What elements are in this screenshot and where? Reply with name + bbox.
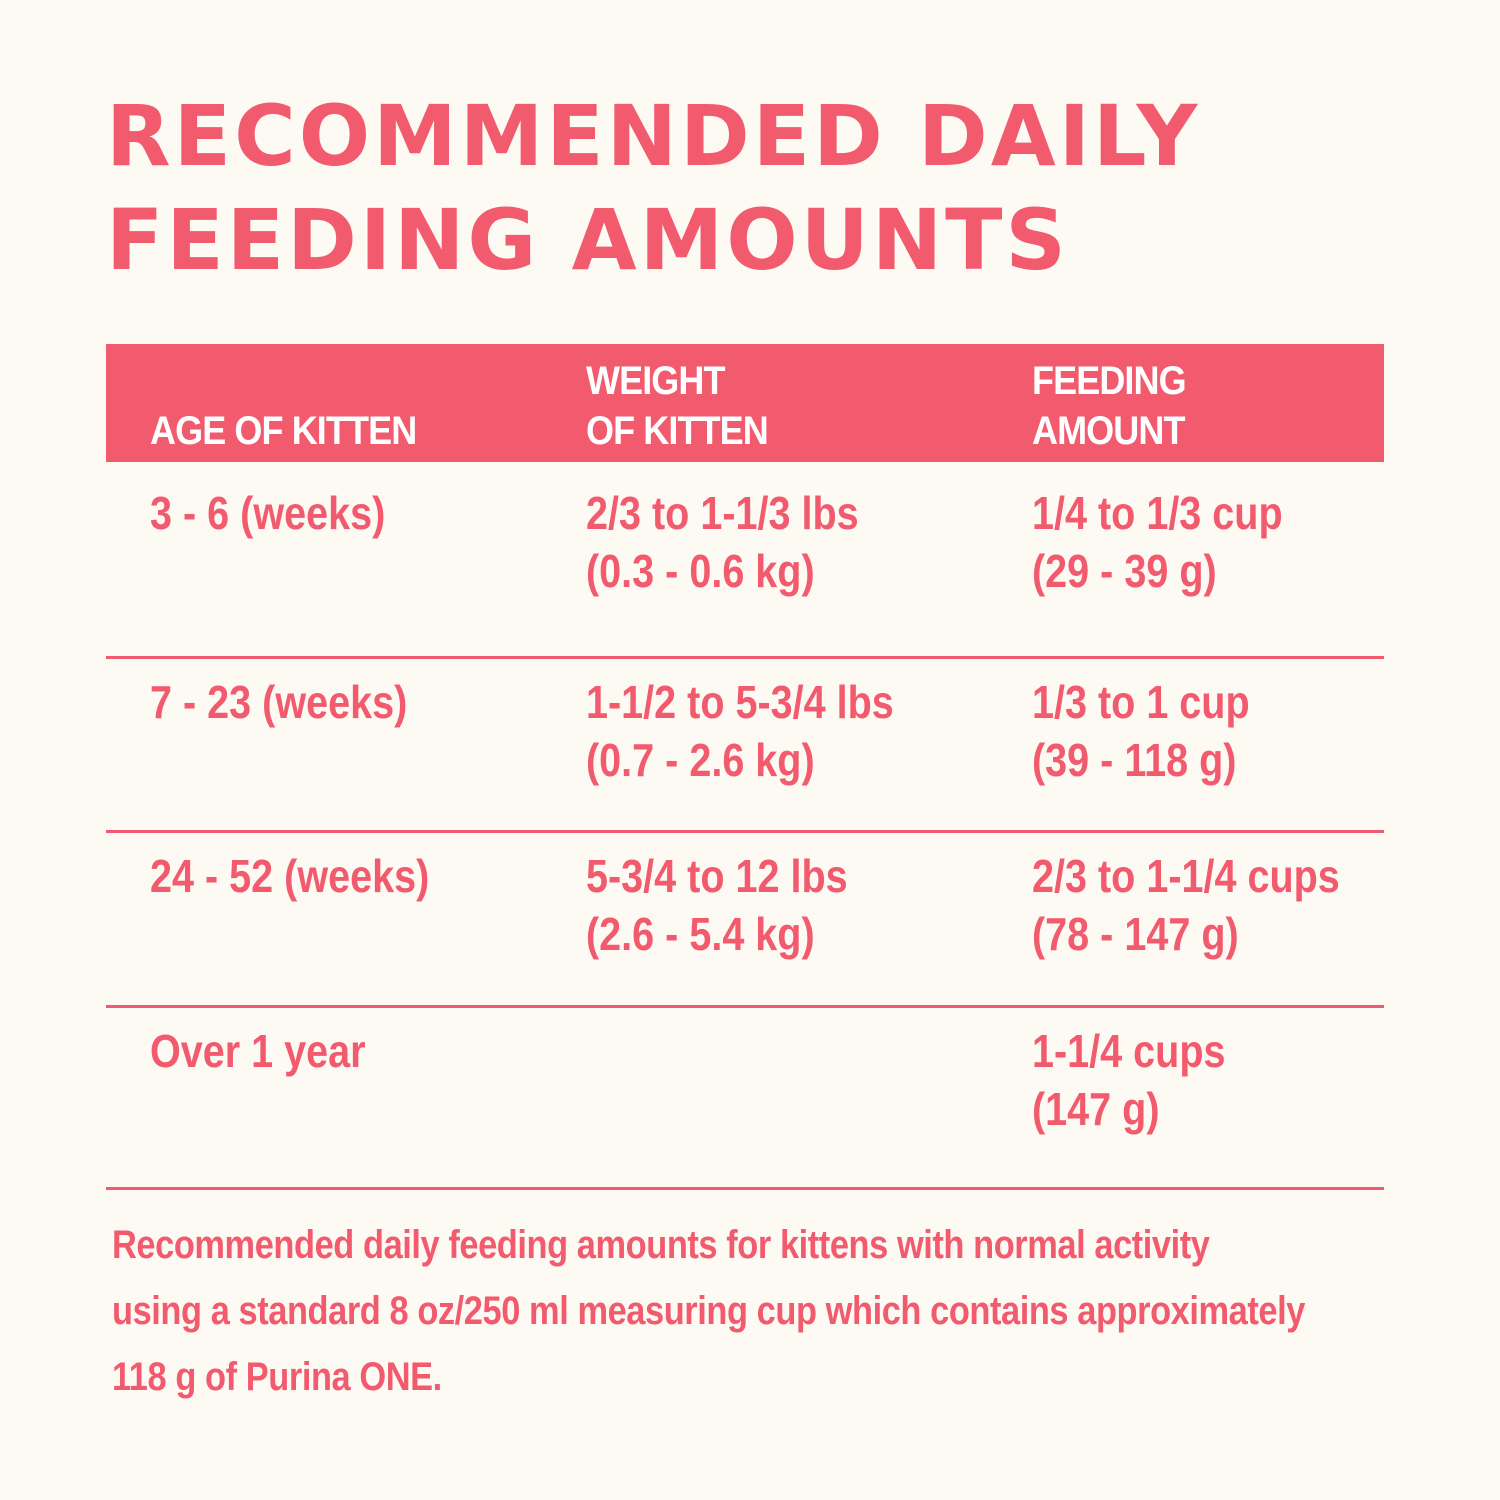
- weight-kg: (0.3 - 0.6 kg): [586, 545, 815, 597]
- amount-cell: [1032, 484, 1283, 600]
- footnote-line-1: Recommended daily feeding amounts for kittens with normal activity: [112, 1223, 1210, 1267]
- age-cell: 3 - 6 (weeks): [150, 487, 386, 539]
- amount-cell: [1032, 673, 1250, 789]
- amount-grams: (78 - 147 g): [1032, 908, 1239, 960]
- amount-cell: [1032, 847, 1340, 963]
- weight-cell: [586, 673, 894, 789]
- weight-cell: [586, 847, 848, 963]
- footnote-line-3: 118 g of Purina ONE.: [112, 1355, 442, 1399]
- header-age: AGE OF KITTEN: [150, 409, 417, 453]
- amount-cups: 1/4 to 1/3 cup: [1032, 487, 1283, 539]
- amount-grams: (147 g): [1032, 1083, 1160, 1135]
- table-header: [106, 344, 1384, 462]
- table-row: [106, 659, 1384, 833]
- weight-lbs: 5-3/4 to 12 lbs: [586, 850, 848, 902]
- title-line-1: RECOMMENDED DAILY: [106, 87, 1201, 185]
- age-cell: Over 1 year: [150, 1025, 366, 1077]
- amount-cell: [1032, 1022, 1226, 1138]
- header-amount: FEEDING AMOUNT: [1032, 359, 1186, 453]
- weight-kg: (2.6 - 5.4 kg): [586, 908, 815, 960]
- weight-lbs: 1-1/2 to 5-3/4 lbs: [586, 676, 894, 728]
- amount-cups: 1/3 to 1 cup: [1032, 676, 1250, 728]
- amount-cups: 2/3 to 1-1/4 cups: [1032, 850, 1340, 902]
- table-row: [106, 1008, 1384, 1190]
- weight-kg: (0.7 - 2.6 kg): [586, 734, 815, 786]
- footnote: [112, 1212, 1305, 1410]
- age-cell: 24 - 52 (weeks): [150, 850, 430, 902]
- page-title: [106, 84, 1200, 292]
- footnote-line-2: using a standard 8 oz/250 ml measuring cup which contains approximately: [112, 1289, 1305, 1333]
- header-weight: WEIGHT OF KITTEN: [586, 359, 768, 453]
- title-line-2: FEEDING AMOUNTS: [106, 191, 1069, 289]
- amount-cups: 1-1/4 cups: [1032, 1025, 1226, 1077]
- weight-cell: [586, 484, 859, 600]
- weight-lbs: 2/3 to 1-1/3 lbs: [586, 487, 859, 539]
- feeding-table: [106, 344, 1384, 1190]
- age-cell: 7 - 23 (weeks): [150, 676, 408, 728]
- amount-grams: (29 - 39 g): [1032, 545, 1217, 597]
- amount-grams: (39 - 118 g): [1032, 734, 1237, 786]
- table-row: [106, 833, 1384, 1008]
- table-row: [106, 462, 1384, 659]
